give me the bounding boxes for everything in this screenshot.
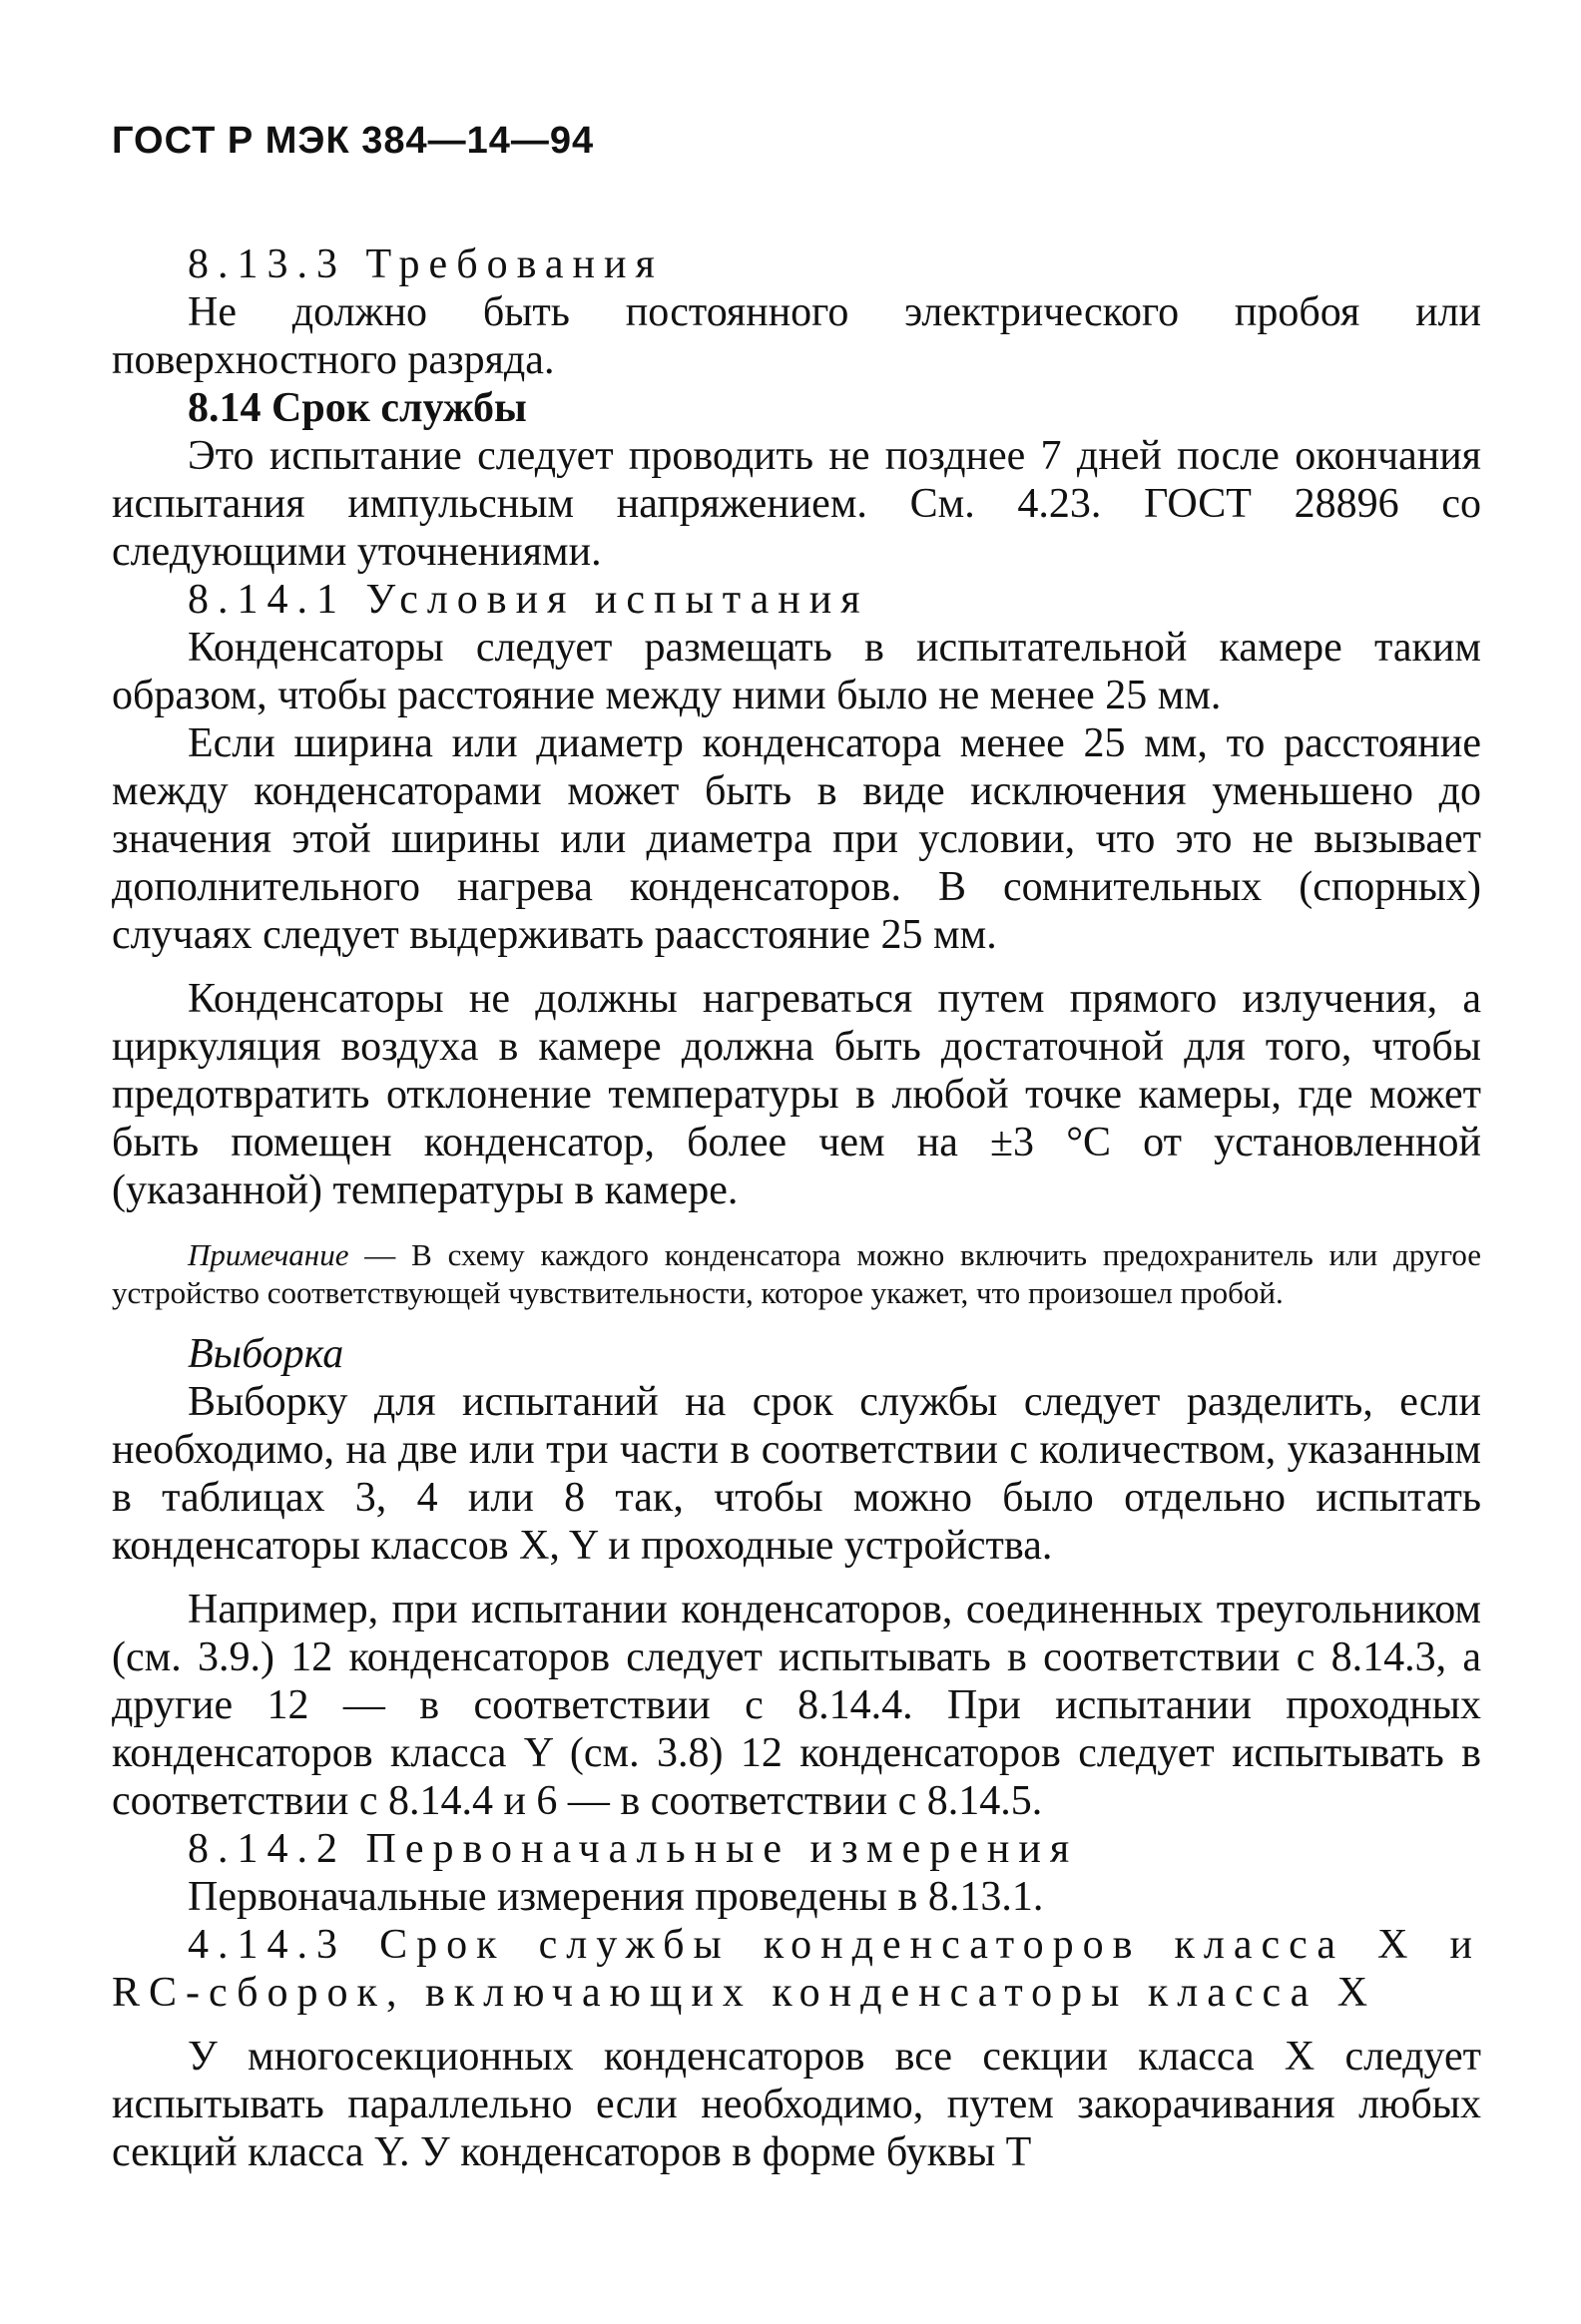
note [112,1236,1481,1312]
note-label: Примечание [188,1237,349,1272]
paragraph-sample-division: Выборку для испытаний на срок службы следует разделить, если необходимо, на две или три части в соответствии с количеством, указанным в таблицах 3, 4 или 8 так, чтобы можно было отдельно испытать конденсаторы классов X, Y и проходные устройства. [112,1379,1481,1569]
paragraph-initial-measurements: Первоначальные измерения проведены в 8.13.1. [188,1874,1044,1920]
section-heading-4-14-3: 4.14.3 Срок службы конденсаторов класса X и RC-сборок, включающих конденсаторы класса X [112,1922,1481,2016]
paragraph-service-life-intro: Это испытание следует проводить не позднее 7 дней после окончания испытания импульсным напряжением. См. 4.23. ГОСТ 28896 со следующими уточнениями. [112,433,1481,575]
section-heading-8-14: 8.14 Срок службы [188,385,527,431]
note-text: — В схему каждого конденсатора можно включить предохранитель или другое устройство соответствующей чувствительности, которое укажет, что произошел пробой. [112,1237,1481,1310]
document-header: ГОСТ Р МЭК 384—14—94 [112,120,595,162]
paragraph-heating: Конденсаторы не должны нагреваться путем прямого излучения, а циркуляция воздуха в камере должна быть достаточной для того, чтобы предотвратить отклонение температуры в любой точке камеры, где может быть помещен конденсатор, более чем на ±3 °С от установленной (указанной) температуры в камере. [112,976,1481,1213]
section-heading-8-14-1: 8.14.1 Условия испытания [188,577,869,623]
section-heading-8-13-3: 8.13.3 Требования [188,241,664,287]
section-heading-8-14-2: 8.14.2 Первоначальные измерения [188,1826,1079,1872]
document-page [112,120,1481,2176]
paragraph-multisection: У многосекционных конденсаторов все секции класса X следует испытывать параллельно если необходимо, путем закорачивания любых секций класса Y. У конденсаторов в форме буквы Т [112,2034,1481,2175]
paragraph-chamber-placement: Конденсаторы следует размещать в испытательной камере таким образом, чтобы расстояние между ними было не менее 25 мм. [112,625,1481,718]
paragraph-example: Например, при испытании конденсаторов, соединенных треугольником (см. 3.9.) 12 конденсаторов следует испытывать в соответствии с 8.14.3, а другие 12 — в соответствии с 8.14.4. При испытании проходных конденсаторов класса Y (см. 3.8) 12 конденсаторов следует испытывать в соответствии с 8.14.4 и 6 — в соответствии с 8.14.5. [112,1587,1481,1824]
subheading-sample: Выборка [188,1331,344,1377]
paragraph-requirements: Не должно быть постоянного электрического пробоя или поверхностного разряда. [112,289,1481,383]
paragraph-width-diameter: Если ширина или диаметр конденсатора менее 25 мм, то расстояние между конденсаторами может быть в виде исключения уменьшено до значения этой ширины или диаметра при условии, что это не вызывает дополнительного нагрева конденсаторов. В сомнительных (спорных) случаях следует выдерживать раасстояние 25 мм. [112,720,1481,958]
